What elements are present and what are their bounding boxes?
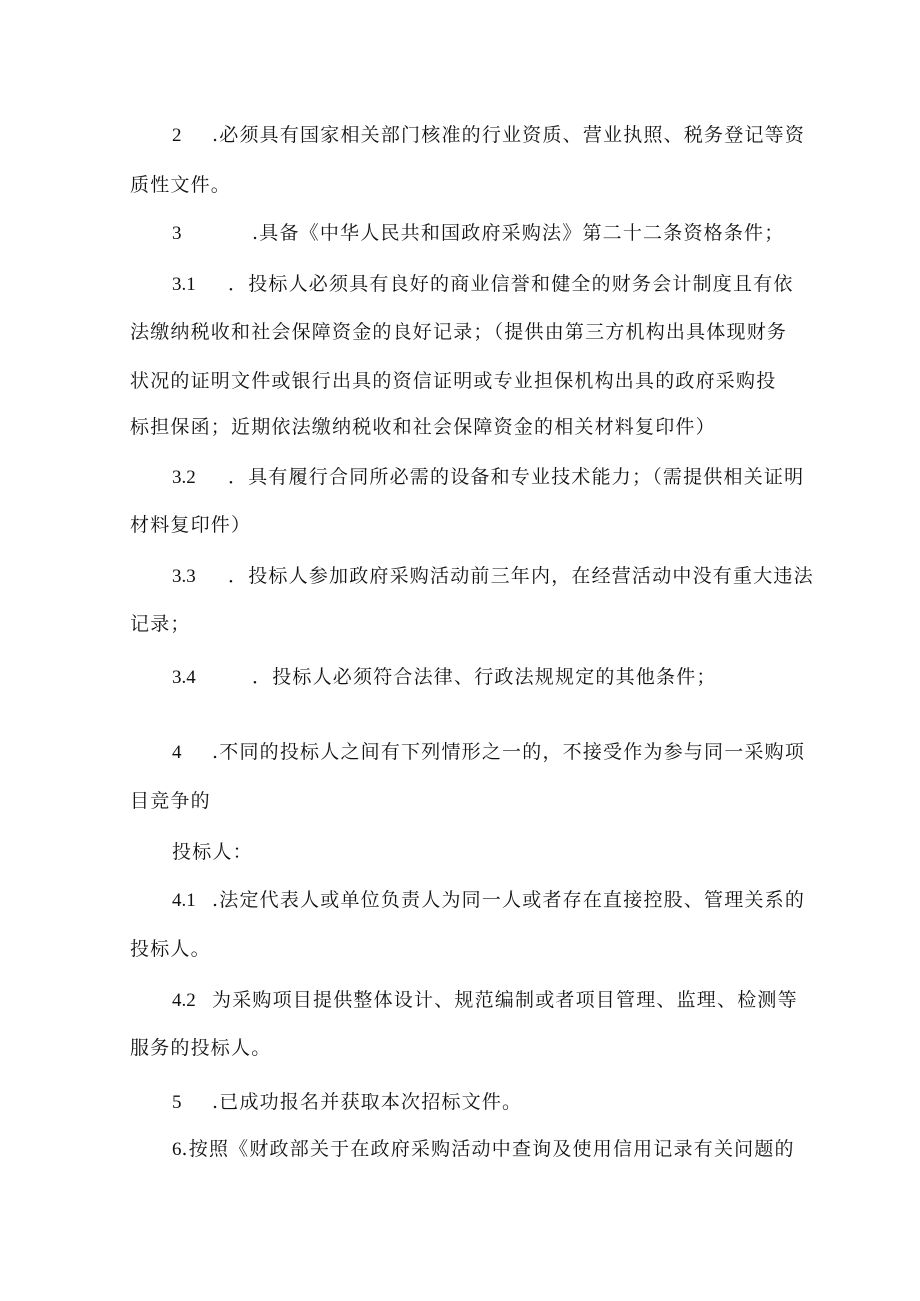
item-2-line-1: [172, 123, 805, 148]
item-number: 4.2: [172, 990, 196, 1011]
item-4-1-line-2: [130, 937, 211, 961]
item-text: 为采购项目提供整体设计、规范编制或者项目管理、监理、检测等: [212, 989, 798, 1011]
item-text: ．具有履行合同所必需的设备和专业技术能力；（需提供相关证明: [228, 466, 805, 488]
item-text: 服务的投标人。: [130, 1037, 272, 1059]
item-3-1-line-4: [130, 415, 716, 439]
item-text: ．投标人必须具有良好的商业信誉和健全的财务会计制度且有依: [228, 273, 794, 295]
item-4-2-line-2: [130, 1036, 271, 1060]
item-text: .按照《财政部关于在政府采购活动中查询及使用信用记录有关问题的: [181, 1138, 795, 1160]
item-number: 3: [172, 223, 182, 244]
item-3-1-line-2: [130, 320, 787, 344]
item-number: 2: [172, 125, 182, 146]
item-text: 质性文件。: [130, 174, 232, 196]
item-text: ．投标人参加政府采购活动前三年内，在经营活动中没有重大违法: [228, 565, 814, 587]
item-number: 5: [172, 1092, 182, 1113]
item-number: 3.2: [172, 467, 196, 488]
item-text: .法定代表人或单位负责人为同一人或者存在直接控股、管理关系的: [212, 889, 806, 911]
item-text: .必须具有国家相关部门核准的行业资质、营业执照、税务登记等资: [212, 124, 806, 146]
item-3-4-line-1: [172, 665, 717, 690]
item-text: 法缴纳税收和社会保障资金的良好记录；（提供由第三方机构出具体现财务: [130, 321, 788, 343]
item-3-1-line-3: [130, 369, 776, 393]
item-2-line-2: [130, 173, 231, 197]
item-number: 4: [172, 742, 182, 763]
item-3-line-1: [172, 221, 784, 246]
item-text: 状况的证明文件或银行出具的资信证明或专业担保机构出具的政府采购投: [130, 370, 777, 392]
item-number: 6: [172, 1139, 182, 1160]
item-text: .具备《中华人民共和国政府采购法》第二十二条资格条件；: [252, 222, 785, 244]
item-text: 标担保函；近期依法缴纳税收和社会保障资金的相关材料复印件）: [130, 416, 716, 438]
item-number: 4.1: [172, 890, 196, 911]
item-number: 3.4: [172, 667, 196, 688]
item-number: 3.1: [172, 274, 196, 295]
item-5-line-1: [172, 1090, 522, 1115]
item-3-2-line-2: [130, 513, 251, 537]
item-4-line-1: [172, 740, 805, 765]
item-text: ．投标人必须符合法律、行政法规规定的其他条件；: [252, 666, 717, 688]
item-4-line-2: [130, 789, 211, 813]
item-text: 记录；: [130, 613, 191, 635]
item-6-line-1: [172, 1137, 795, 1162]
item-text: .不同的投标人之间有下列情形之一的，不接受作为参与同一采购项: [212, 741, 806, 763]
item-text: .已成功报名并获取本次招标文件。: [212, 1091, 523, 1113]
item-text: 投标人：: [172, 841, 253, 863]
item-4-2-line-1: [172, 988, 798, 1013]
item-3-2-line-1: [172, 465, 804, 490]
item-number: 3.3: [172, 566, 196, 587]
item-text: 材料复印件）: [130, 514, 252, 536]
item-3-3-line-2: [130, 612, 191, 636]
item-4-line-3: [172, 840, 253, 864]
item-3-3-line-1: [172, 564, 814, 589]
item-3-1-line-1: [172, 272, 794, 297]
item-text: 投标人。: [130, 938, 211, 960]
item-text: 目竞争的: [130, 790, 211, 812]
item-4-1-line-1: [172, 888, 805, 913]
